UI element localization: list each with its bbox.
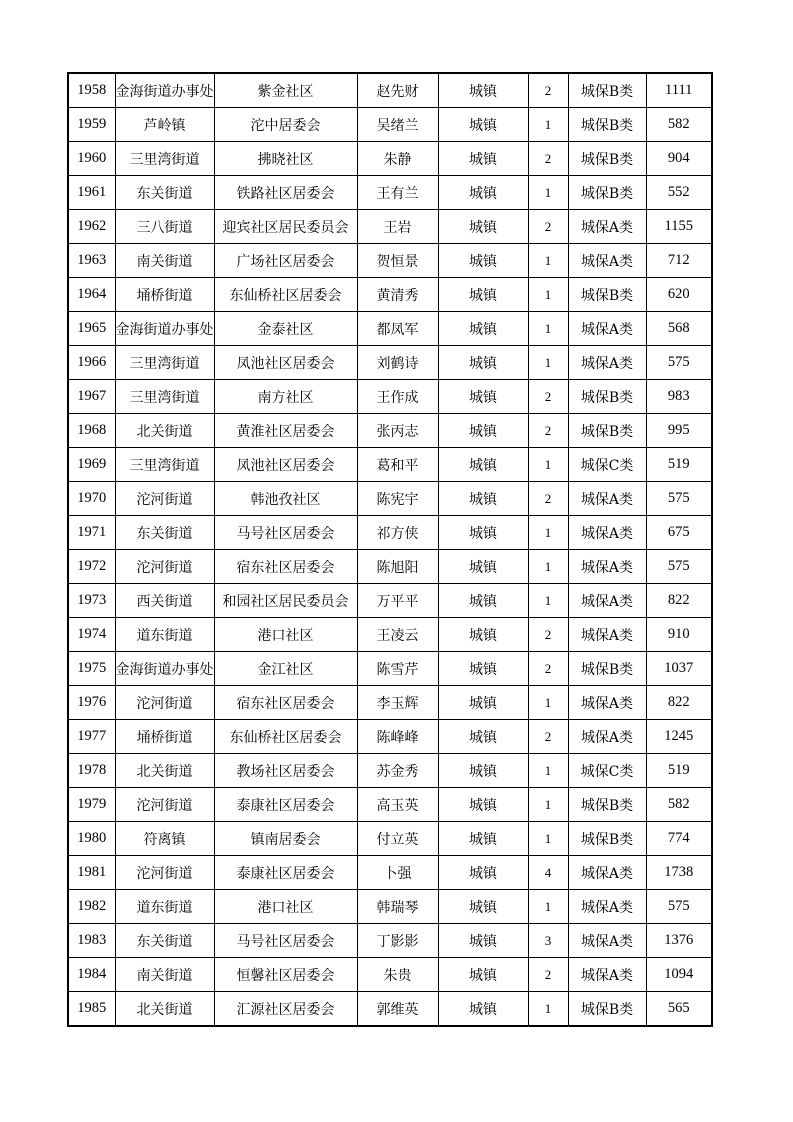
subdistrict-cell: 埇桥街道 [115,720,214,754]
household-type-cell: 城镇 [438,652,528,686]
subdistrict-cell: 东关街道 [115,516,214,550]
family-size-cell: 1 [528,890,568,924]
serial-number-cell: 1984 [68,958,115,992]
family-size-cell: 2 [528,73,568,108]
family-size-cell: 1 [528,992,568,1027]
amount-cell: 568 [646,312,712,346]
subdistrict-cell: 埇桥街道 [115,278,214,312]
category-cell: 城保A类 [568,924,646,958]
serial-number-cell: 1965 [68,312,115,346]
amount-cell: 910 [646,618,712,652]
name-cell: 付立英 [357,822,438,856]
subdistrict-cell: 三里湾街道 [115,380,214,414]
name-cell: 王凌云 [357,618,438,652]
table-row [68,618,712,652]
name-cell: 赵先财 [357,73,438,108]
serial-number-cell: 1967 [68,380,115,414]
community-cell: 东仙桥社区居委会 [214,720,357,754]
community-cell: 宿东社区居委会 [214,550,357,584]
table-row [68,482,712,516]
serial-number-cell: 1980 [68,822,115,856]
subdistrict-cell: 金海街道办事处 [115,73,214,108]
category-cell: 城保B类 [568,142,646,176]
amount-cell: 774 [646,822,712,856]
household-type-cell: 城镇 [438,754,528,788]
serial-number-cell: 1973 [68,584,115,618]
community-cell: 南方社区 [214,380,357,414]
table-row [68,856,712,890]
table-body [68,73,712,1026]
table-row [68,516,712,550]
family-size-cell: 1 [528,346,568,380]
amount-cell: 675 [646,516,712,550]
table-row [68,550,712,584]
serial-number-cell: 1971 [68,516,115,550]
family-size-cell: 1 [528,448,568,482]
serial-number-cell: 1968 [68,414,115,448]
amount-cell: 575 [646,482,712,516]
subdistrict-cell: 道东街道 [115,618,214,652]
community-cell: 泰康社区居委会 [214,856,357,890]
community-cell: 和园社区居民委员会 [214,584,357,618]
subdistrict-cell: 西关街道 [115,584,214,618]
serial-number-cell: 1978 [68,754,115,788]
amount-cell: 575 [646,890,712,924]
serial-number-cell: 1960 [68,142,115,176]
serial-number-cell: 1985 [68,992,115,1027]
category-cell: 城保A类 [568,210,646,244]
subdistrict-cell: 南关街道 [115,244,214,278]
amount-cell: 1037 [646,652,712,686]
family-size-cell: 1 [528,278,568,312]
table-row [68,788,712,822]
table-row [68,278,712,312]
serial-number-cell: 1961 [68,176,115,210]
amount-cell: 904 [646,142,712,176]
beneficiary-table [67,72,713,1027]
family-size-cell: 1 [528,244,568,278]
name-cell: 王岩 [357,210,438,244]
amount-cell: 1094 [646,958,712,992]
subdistrict-cell: 北关街道 [115,992,214,1027]
subdistrict-cell: 北关街道 [115,754,214,788]
category-cell: 城保A类 [568,720,646,754]
serial-number-cell: 1970 [68,482,115,516]
category-cell: 城保A类 [568,244,646,278]
family-size-cell: 1 [528,686,568,720]
serial-number-cell: 1959 [68,108,115,142]
household-type-cell: 城镇 [438,414,528,448]
category-cell: 城保A类 [568,516,646,550]
name-cell: 丁影影 [357,924,438,958]
serial-number-cell: 1977 [68,720,115,754]
category-cell: 城保A类 [568,890,646,924]
name-cell: 都凤军 [357,312,438,346]
family-size-cell: 1 [528,108,568,142]
community-cell: 宿东社区居委会 [214,686,357,720]
household-type-cell: 城镇 [438,448,528,482]
category-cell: 城保A类 [568,958,646,992]
category-cell: 城保A类 [568,618,646,652]
community-cell: 镇南居委会 [214,822,357,856]
family-size-cell: 2 [528,652,568,686]
family-size-cell: 2 [528,210,568,244]
name-cell: 黄清秀 [357,278,438,312]
subdistrict-cell: 沱河街道 [115,686,214,720]
amount-cell: 582 [646,108,712,142]
name-cell: 万平平 [357,584,438,618]
subdistrict-cell: 东关街道 [115,924,214,958]
household-type-cell: 城镇 [438,244,528,278]
amount-cell: 552 [646,176,712,210]
amount-cell: 1111 [646,73,712,108]
category-cell: 城保C类 [568,448,646,482]
amount-cell: 1245 [646,720,712,754]
household-type-cell: 城镇 [438,720,528,754]
table-row [68,822,712,856]
family-size-cell: 4 [528,856,568,890]
subdistrict-cell: 道东街道 [115,890,214,924]
community-cell: 铁路社区居委会 [214,176,357,210]
family-size-cell: 1 [528,516,568,550]
table-row [68,312,712,346]
family-size-cell: 2 [528,720,568,754]
category-cell: 城保A类 [568,856,646,890]
category-cell: 城保C类 [568,754,646,788]
name-cell: 郭维英 [357,992,438,1027]
name-cell: 朱贵 [357,958,438,992]
category-cell: 城保B类 [568,108,646,142]
category-cell: 城保B类 [568,278,646,312]
amount-cell: 582 [646,788,712,822]
subdistrict-cell: 沱河街道 [115,856,214,890]
household-type-cell: 城镇 [438,584,528,618]
category-cell: 城保B类 [568,380,646,414]
community-cell: 汇源社区居委会 [214,992,357,1027]
category-cell: 城保A类 [568,346,646,380]
table-row [68,686,712,720]
name-cell: 刘鹤诗 [357,346,438,380]
family-size-cell: 2 [528,414,568,448]
serial-number-cell: 1969 [68,448,115,482]
family-size-cell: 1 [528,788,568,822]
household-type-cell: 城镇 [438,516,528,550]
community-cell: 港口社区 [214,618,357,652]
community-cell: 韩池孜社区 [214,482,357,516]
data-table-container [67,72,713,1027]
table-row [68,652,712,686]
community-cell: 马号社区居委会 [214,516,357,550]
name-cell: 张丙志 [357,414,438,448]
subdistrict-cell: 东关街道 [115,176,214,210]
table-row [68,754,712,788]
community-cell: 金泰社区 [214,312,357,346]
family-size-cell: 1 [528,754,568,788]
serial-number-cell: 1982 [68,890,115,924]
community-cell: 黄淮社区居委会 [214,414,357,448]
name-cell: 陈宪宇 [357,482,438,516]
name-cell: 陈旭阳 [357,550,438,584]
table-row [68,210,712,244]
amount-cell: 822 [646,686,712,720]
subdistrict-cell: 北关街道 [115,414,214,448]
serial-number-cell: 1963 [68,244,115,278]
table-row [68,992,712,1027]
subdistrict-cell: 南关街道 [115,958,214,992]
household-type-cell: 城镇 [438,108,528,142]
table-row [68,380,712,414]
name-cell: 苏金秀 [357,754,438,788]
household-type-cell: 城镇 [438,890,528,924]
table-row [68,176,712,210]
household-type-cell: 城镇 [438,822,528,856]
serial-number-cell: 1975 [68,652,115,686]
name-cell: 陈雪芹 [357,652,438,686]
household-type-cell: 城镇 [438,346,528,380]
family-size-cell: 1 [528,176,568,210]
amount-cell: 1738 [646,856,712,890]
amount-cell: 983 [646,380,712,414]
community-cell: 金江社区 [214,652,357,686]
category-cell: 城保B类 [568,73,646,108]
subdistrict-cell: 金海街道办事处 [115,652,214,686]
serial-number-cell: 1958 [68,73,115,108]
table-row [68,142,712,176]
amount-cell: 712 [646,244,712,278]
serial-number-cell: 1981 [68,856,115,890]
community-cell: 恒馨社区居委会 [214,958,357,992]
family-size-cell: 1 [528,822,568,856]
household-type-cell: 城镇 [438,788,528,822]
community-cell: 港口社区 [214,890,357,924]
name-cell: 韩瑞琴 [357,890,438,924]
table-row [68,720,712,754]
name-cell: 陈峰峰 [357,720,438,754]
subdistrict-cell: 沱河街道 [115,482,214,516]
category-cell: 城保B类 [568,652,646,686]
amount-cell: 575 [646,346,712,380]
name-cell: 卜强 [357,856,438,890]
name-cell: 高玉英 [357,788,438,822]
household-type-cell: 城镇 [438,992,528,1027]
community-cell: 马号社区居委会 [214,924,357,958]
amount-cell: 575 [646,550,712,584]
category-cell: 城保A类 [568,584,646,618]
household-type-cell: 城镇 [438,958,528,992]
amount-cell: 519 [646,448,712,482]
household-type-cell: 城镇 [438,210,528,244]
table-row [68,346,712,380]
amount-cell: 620 [646,278,712,312]
category-cell: 城保A类 [568,686,646,720]
serial-number-cell: 1979 [68,788,115,822]
household-type-cell: 城镇 [438,73,528,108]
household-type-cell: 城镇 [438,618,528,652]
family-size-cell: 2 [528,142,568,176]
community-cell: 沱中居委会 [214,108,357,142]
name-cell: 王作成 [357,380,438,414]
family-size-cell: 2 [528,482,568,516]
family-size-cell: 2 [528,958,568,992]
subdistrict-cell: 三里湾街道 [115,142,214,176]
category-cell: 城保B类 [568,822,646,856]
serial-number-cell: 1972 [68,550,115,584]
name-cell: 祁方侠 [357,516,438,550]
subdistrict-cell: 芦岭镇 [115,108,214,142]
serial-number-cell: 1974 [68,618,115,652]
name-cell: 葛和平 [357,448,438,482]
amount-cell: 519 [646,754,712,788]
category-cell: 城保B类 [568,176,646,210]
household-type-cell: 城镇 [438,924,528,958]
community-cell: 教场社区居委会 [214,754,357,788]
serial-number-cell: 1964 [68,278,115,312]
subdistrict-cell: 符离镇 [115,822,214,856]
household-type-cell: 城镇 [438,142,528,176]
table-row [68,244,712,278]
community-cell: 凤池社区居委会 [214,346,357,380]
household-type-cell: 城镇 [438,482,528,516]
subdistrict-cell: 沱河街道 [115,550,214,584]
household-type-cell: 城镇 [438,380,528,414]
category-cell: 城保B类 [568,992,646,1027]
amount-cell: 822 [646,584,712,618]
amount-cell: 995 [646,414,712,448]
name-cell: 吴绪兰 [357,108,438,142]
serial-number-cell: 1983 [68,924,115,958]
household-type-cell: 城镇 [438,856,528,890]
family-size-cell: 1 [528,550,568,584]
name-cell: 李玉辉 [357,686,438,720]
subdistrict-cell: 三里湾街道 [115,448,214,482]
table-row [68,890,712,924]
amount-cell: 565 [646,992,712,1027]
category-cell: 城保A类 [568,550,646,584]
subdistrict-cell: 沱河街道 [115,788,214,822]
table-row [68,448,712,482]
household-type-cell: 城镇 [438,312,528,346]
household-type-cell: 城镇 [438,176,528,210]
family-size-cell: 2 [528,380,568,414]
subdistrict-cell: 三八街道 [115,210,214,244]
name-cell: 王有兰 [357,176,438,210]
household-type-cell: 城镇 [438,686,528,720]
community-cell: 广场社区居委会 [214,244,357,278]
community-cell: 东仙桥社区居委会 [214,278,357,312]
table-row [68,584,712,618]
amount-cell: 1155 [646,210,712,244]
category-cell: 城保B类 [568,414,646,448]
family-size-cell: 1 [528,584,568,618]
category-cell: 城保A类 [568,482,646,516]
table-row [68,958,712,992]
serial-number-cell: 1966 [68,346,115,380]
table-row [68,924,712,958]
subdistrict-cell: 三里湾街道 [115,346,214,380]
family-size-cell: 1 [528,312,568,346]
family-size-cell: 2 [528,618,568,652]
family-size-cell: 3 [528,924,568,958]
serial-number-cell: 1962 [68,210,115,244]
name-cell: 朱静 [357,142,438,176]
community-cell: 泰康社区居委会 [214,788,357,822]
category-cell: 城保A类 [568,312,646,346]
subdistrict-cell: 金海街道办事处 [115,312,214,346]
community-cell: 拂晓社区 [214,142,357,176]
community-cell: 紫金社区 [214,73,357,108]
table-row [68,414,712,448]
household-type-cell: 城镇 [438,278,528,312]
name-cell: 贺恒景 [357,244,438,278]
table-row [68,73,712,108]
amount-cell: 1376 [646,924,712,958]
community-cell: 凤池社区居委会 [214,448,357,482]
table-row [68,108,712,142]
serial-number-cell: 1976 [68,686,115,720]
household-type-cell: 城镇 [438,550,528,584]
community-cell: 迎宾社区居民委员会 [214,210,357,244]
category-cell: 城保B类 [568,788,646,822]
